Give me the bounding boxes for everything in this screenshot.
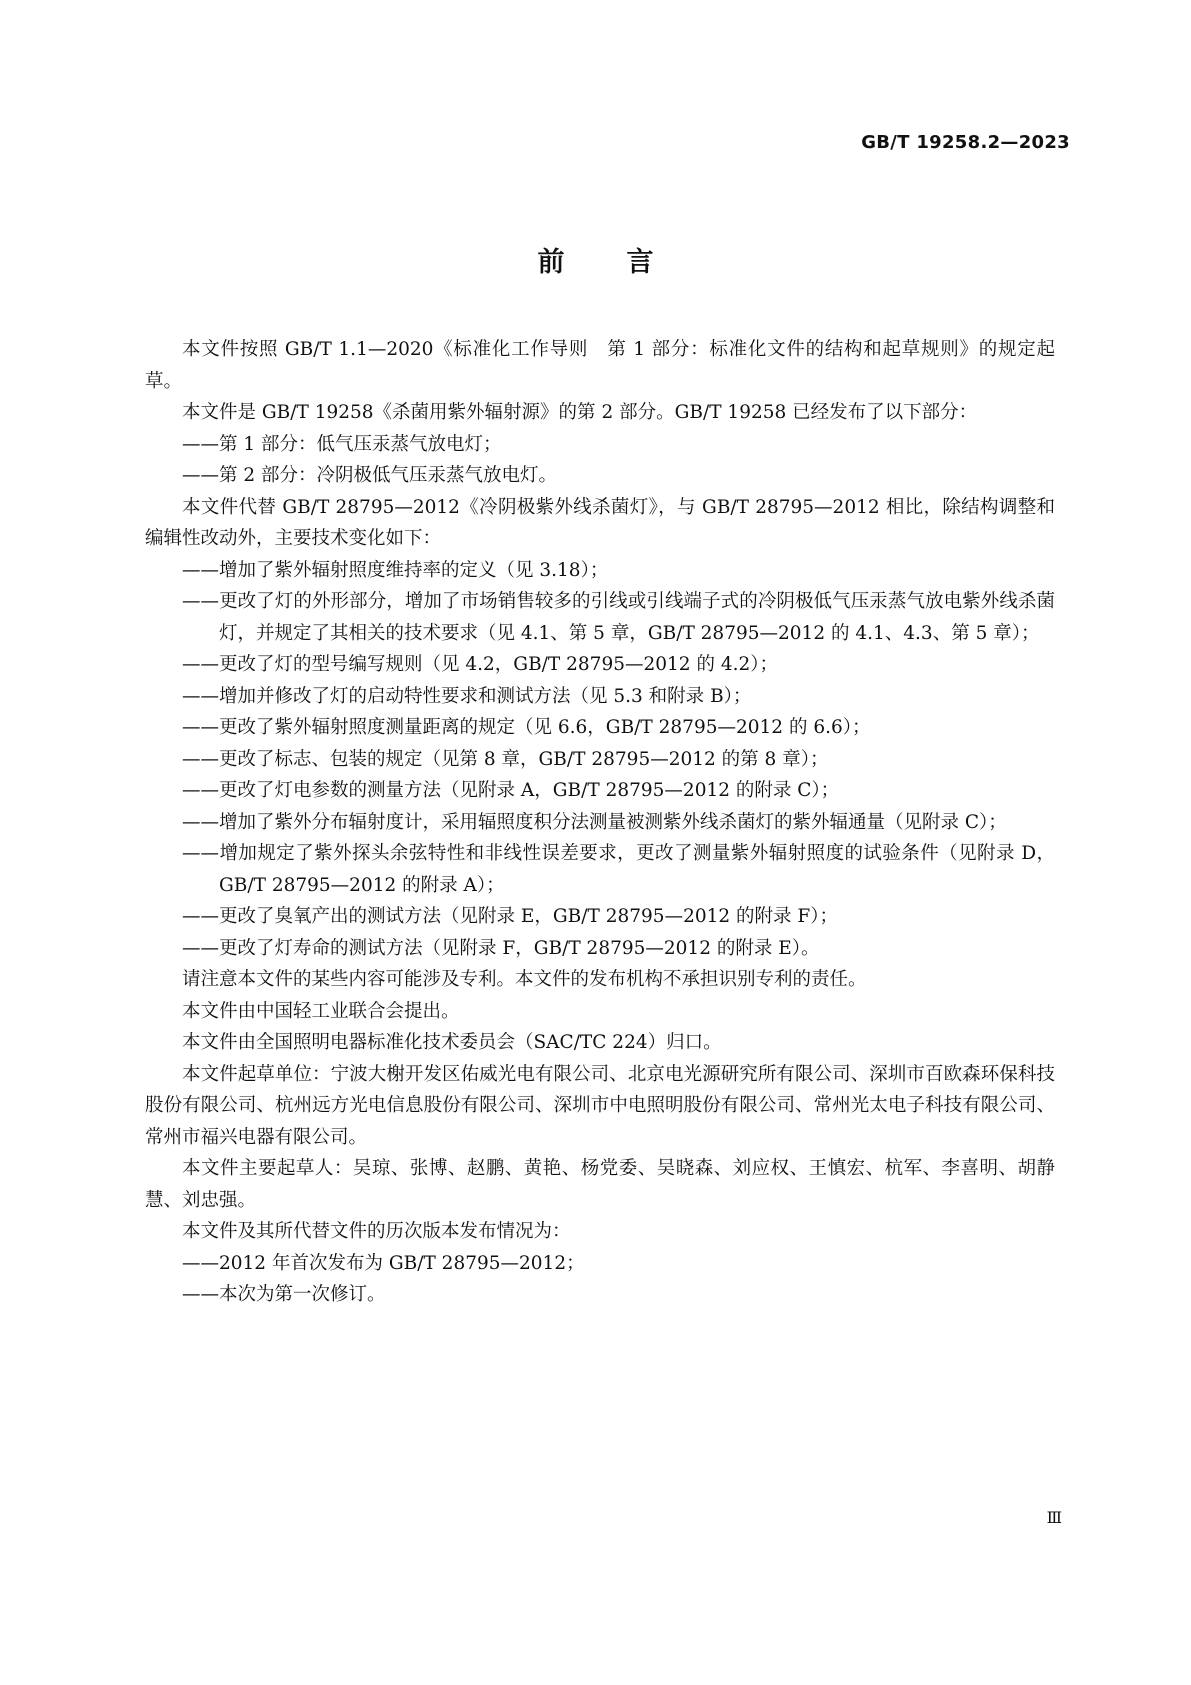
list-item: ——更改了灯寿命的测试方法（见附录 F，GB/T 28795—2012 的附录 E）。 xyxy=(182,937,820,959)
paragraph: 本文件由全国照明电器标准化技术委员会（SAC/TC 224）归口。 xyxy=(182,1032,722,1053)
list-item: ——增加了紫外辐射照度维持率的定义（见 3.18）； xyxy=(182,559,609,581)
paragraph: 本文件代替 GB/T 28795—2012《冷阴极紫外线杀菌灯》，与 GB/T 28795—2012 相比，除结构调整和编辑性改动外，主要技术变化如下： xyxy=(145,496,1055,549)
list-item: ——增加并修改了灯的启动特性要求和测试方法（见 5.3 和附录 B）； xyxy=(182,685,752,707)
title-char-1: 前 xyxy=(537,247,565,278)
paragraph: 本文件主要起草人：吴琼、张博、赵鹏、黄艳、杨党委、吴晓森、刘应权、王慎宏、杭军、李喜明、胡静慧、刘忠强。 xyxy=(145,1158,1055,1211)
paragraph: 本文件由中国轻工业联合会提出。 xyxy=(182,1000,460,1022)
paragraph: 本文件按照 GB/T 1.1—2020《标准化工作导则 第 1 部分：标准化文件的结构和起草规则》的规定起草。 xyxy=(145,339,1055,392)
list-item: ——增加规定了紫外探头余弦特性和非线性误差要求，更改了测量紫外辐射照度的试验条件（见附录 D，GB/T 28795—2012 的附录 A）； xyxy=(182,843,1055,896)
list-item: ——第 1 部分：低气压汞蒸气放电灯； xyxy=(182,433,502,455)
title-char-2: 言 xyxy=(626,247,654,278)
list-item: ——2012 年首次发布为 GB/T 28795—2012； xyxy=(182,1252,585,1274)
list-item: ——更改了灯的型号编写规则（见 4.2，GB/T 28795—2012 的 4.2）； xyxy=(182,654,778,675)
foreword-body xyxy=(145,334,1055,1311)
list-item: ——本次为第一次修订。 xyxy=(182,1284,386,1305)
paragraph: 本文件及其所代替文件的历次版本发布情况为： xyxy=(182,1221,571,1242)
list-item: ——更改了紫外辐射照度测量距离的规定（见 6.6，GB/T 28795—2012 的 6.6）； xyxy=(182,717,871,738)
document-number: GB/T 19258.2—2023 xyxy=(861,132,1070,153)
page-number: Ⅲ xyxy=(1046,1508,1062,1527)
list-item: ——增加了紫外分布辐射度计，采用辐照度积分法测量被测紫外线杀菌灯的紫外辐通量（见附录 C）； xyxy=(182,811,1007,833)
paragraph: 本文件起草单位：宁波大榭开发区佑威光电有限公司、北京电光源研究所有限公司、深圳市百欧森环保科技股份有限公司、杭州远方光电信息股份有限公司、深圳市中电照明股份有限公司、常州光太电子科技有限公司、常州市福兴电器有限公司。 xyxy=(145,1063,1055,1148)
paragraph: 本文件是 GB/T 19258《杀菌用紫外辐射源》的第 2 部分。GB/T 19258 已经发布了以下部分： xyxy=(182,402,978,423)
page-title xyxy=(0,240,1191,279)
list-item: ——更改了臭氧产出的测试方法（见附录 E，GB/T 28795—2012 的附录 F）； xyxy=(182,906,838,927)
list-item: ——更改了灯的外形部分，增加了市场销售较多的引线或引线端子式的冷阴极低气压汞蒸气放电紫外线杀菌灯，并规定了其相关的技术要求（见 4.1、第 5 章，GB/T 28795—2012 的 4.1、4.3、第 5 章）； xyxy=(182,591,1055,644)
list-item: ——更改了灯电参数的测量方法（见附录 A，GB/T 28795—2012 的附录 C）； xyxy=(182,780,840,801)
list-item: ——第 2 部分：冷阴极低气压汞蒸气放电灯。 xyxy=(182,465,558,486)
paragraph: 请注意本文件的某些内容可能涉及专利。本文件的发布机构不承担识别专利的责任。 xyxy=(182,969,867,990)
list-item: ——更改了标志、包装的规定（见第 8 章，GB/T 28795—2012 的第 8 章）； xyxy=(182,748,829,770)
